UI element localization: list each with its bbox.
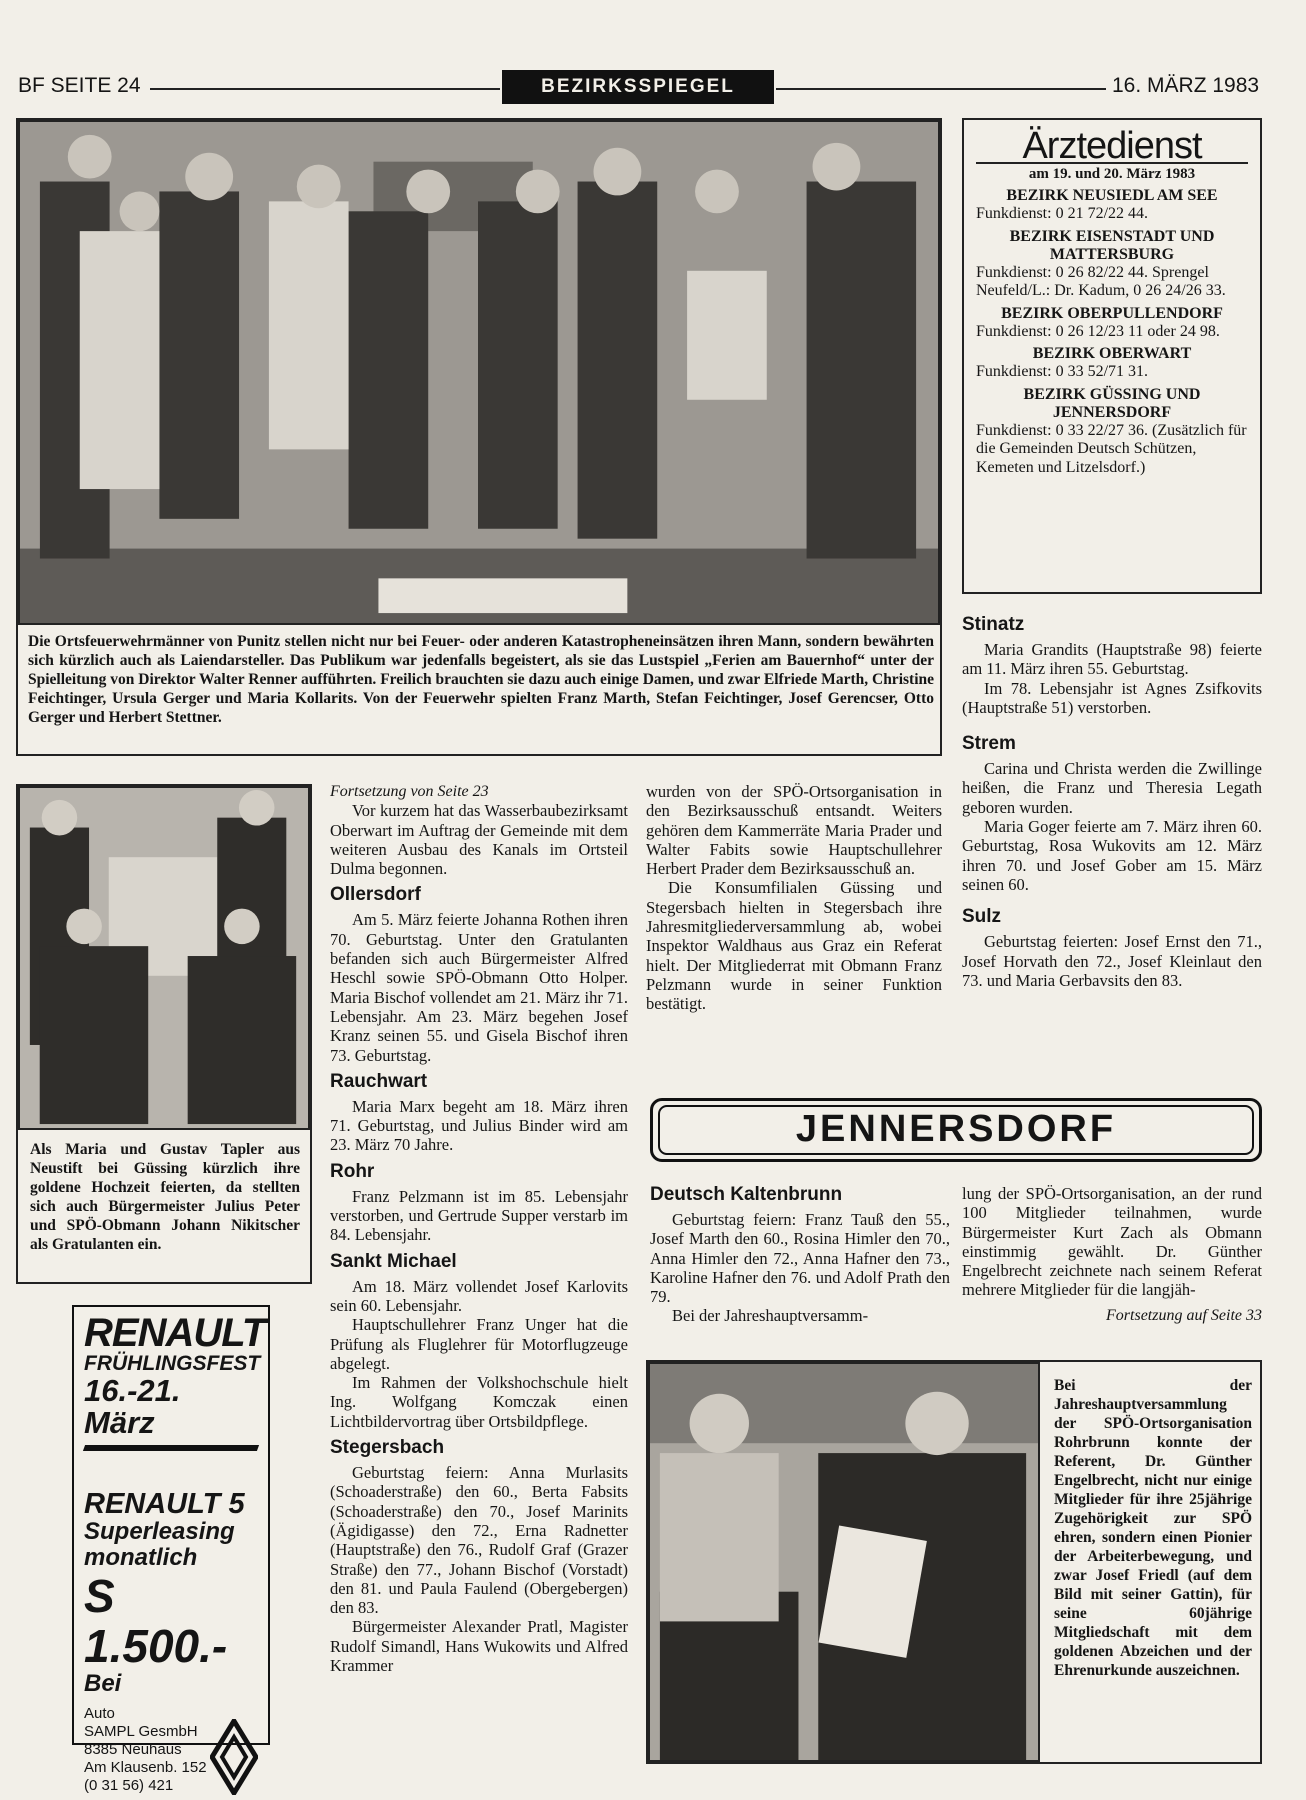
renault-advertisement [72, 1305, 270, 1794]
district-heading: BEZIRK EISENSTADT UND MATTERSBURG [1009, 227, 1215, 263]
news-paragraph: Franz Pelzmann ist im 85. Lebensjahr verstorben, und Gertrude Supper verstarb im 84. Lebensjahr. [330, 1186, 628, 1245]
ad-underline [83, 1445, 259, 1451]
news-paragraph: Geburtstag feiern: Franz Tauß den 55., Josef Marth den 60., Rosina Himler den 70., Anna Himler den 72., Anna Hafner den 73., Karoline Hafner den 76. und Adolf Prath den 79. [650, 1210, 950, 1307]
news-paragraph: Maria Grandits (Hauptstraße 98) feierte am 11. März ihren 55. Geburtstag. [962, 640, 1262, 679]
dealer-street: Am Klausenb. 152 [84, 1759, 207, 1776]
district-heading: BEZIRK OBERPULLENDORF [1001, 304, 1223, 322]
news-paragraph: Geburtstag feierten: Josef Ernst den 71., Josef Horvath den 72., Josef Kleinlaut den 73. und Maria Gerbavsits den 83. [962, 932, 1262, 990]
district-info: Funkdienst: 0 26 12/23 11 oder 24 98. [976, 322, 1220, 340]
header-rule-right [776, 88, 1106, 90]
header-rule-left [150, 88, 500, 90]
ad-monthly: monatlich [84, 1544, 198, 1571]
ad-model: RENAULT 5 [84, 1488, 245, 1520]
news-paragraph: Bürgermeister Alexander Pratl, Magister Rudolf Simandl, Hans Wukowits und Alfred Krammer [330, 1617, 628, 1675]
news-paragraph: wurden von der SPÖ-Ortsorganisation in den Bezirksausschuß entsandt. Weiters gehören dem Kammerräte Maria Prader und Walter Fabits sowie Hauptschullehrer Herbert Prader dem Bezirksausschuß an. [646, 782, 942, 879]
news-paragraph: Im 78. Lebensjahr ist Agnes Zsifkovits (Hauptstraße 51) verstorben. [962, 678, 1262, 717]
town-heading: Strem [962, 733, 1016, 755]
news-paragraph: Carina und Christa werden die Zwillinge heißen, die Franz und Theresia Legath geboren wurden. [962, 759, 1262, 817]
town-heading: Deutsch Kaltenbrunn [650, 1184, 843, 1205]
dealer-name: SAMPL GesmbH [84, 1723, 198, 1740]
dealer-line: Auto [84, 1705, 115, 1722]
news-paragraph: Am 18. März vollendet Josef Karlovits sein 60. Lebensjahr. [330, 1276, 628, 1315]
honor-ceremony-caption: Bei der Jahreshauptversammlung der SPÖ-Ortsorganisation Rohrbrunn konnte der Referent, Dr. Günther Engelbrecht, nicht nur einige Mitglieder für ihre 25jährige Zugehörigkeit zur SPÖ ehren, sondern einen Pionier der Arbeiterbewegung, und zwar Josef Friedl (auf dem Bild mit seiner Gattin), für seine 60jährige Mitgliedschaft mit dem goldenen Abzeichen und der Ehrenurkunde auszeichnen. [1054, 1377, 1252, 1679]
district-heading: BEZIRK NEUSIEDL AM SEE [1006, 187, 1218, 204]
aerztedienst-title: Ärztedienst [1022, 125, 1202, 167]
section-title: BEZIRKSSPIEGEL [502, 70, 774, 104]
town-heading: Rauchwart [330, 1070, 428, 1092]
ad-bei: Bei [84, 1670, 122, 1697]
town-heading: Stegersbach [330, 1437, 445, 1459]
firefighters-group-photo [18, 120, 940, 625]
renault-logo-icon [210, 1719, 258, 1795]
jennersdorf-column-left [650, 1178, 950, 1326]
continued-from: Fortsetzung von Seite 23 [330, 783, 489, 800]
district-info: Funkdienst: 0 33 22/27 36. (Zusätzlich für die Gemeinden Deutsch Schützen, Kemeten und Litzelsdorf.) [976, 421, 1247, 476]
town-heading: Stinatz [962, 614, 1025, 635]
golden-wedding-caption: Als Maria und Gustav Tapler aus Neustift bei Güssing kürzlich ihre goldene Hochzeit feierten, da stellten sich auch Bürgermeister Julius Peter und SPÖ-Obmann Johann Nikitscher als Gratulanten ein. [30, 1141, 300, 1253]
town-heading: Sulz [962, 906, 1002, 928]
district-info: Funkdienst: 0 21 72/22 44. [976, 205, 1149, 222]
district-info: Funkdienst: 0 26 82/22 44. Sprengel Neufeld/L.: Dr. Kadum, 0 26 24/26 33. [976, 263, 1226, 299]
district-heading: BEZIRK OBERWART [1032, 345, 1192, 362]
dealer-city: 8385 Neuhaus [84, 1741, 182, 1758]
town-heading: Sankt Michael [330, 1250, 457, 1272]
town-heading: Rohr [330, 1160, 375, 1182]
news-paragraph: Maria Goger feierte am 7. März ihren 60. Geburtstag, Rosa Wukovits am 12. März ihren 70. und Josef Gober am 15. März seinen 60. [962, 817, 1262, 894]
news-paragraph: Hauptschullehrer Franz Unger hat die Prüfung als Fluglehrer für Motorflugzeuge abgelegt. [330, 1315, 628, 1373]
district-heading: BEZIRK GÜSSING UND JENNERSDORF [1023, 385, 1201, 421]
jennersdorf-banner [650, 1098, 1262, 1162]
middle-column-news [330, 782, 628, 1675]
second-middle-column [646, 782, 942, 1014]
news-paragraph: Vor kurzem hat das Wasserbaubezirksamt Oberwart im Auftrag der Gemeinde mit dem weiteren Ausbau des Kanals im Ortsteil Dulma begonnen. [330, 801, 628, 879]
news-paragraph: Geburtstag feiern: Anna Murlasits (Schoaderstraße) den 60., Berta Fabsits (Schoaderstraße) den 70., Josef Marinits (Ägidigasse) den 72., Erna Radnetter (Hauptstraße) den 76., Rudolf Graf (Grazer Straße) den 77., Johann Bischof (Vorstadt) den 81. und Paula Faulend (Obergebergen) den 83. [330, 1463, 628, 1618]
news-paragraph: Maria Marx begeht am 18. März ihren 71. Geburtstag, und Julius Binder wird am 23. März 70 Jahre. [330, 1096, 628, 1155]
top-photo-caption: Die Ortsfeuerwehrmänner von Punitz stellen nicht nur bei Feuer- oder anderen Katastropheneinsätzen ihren Mann, sondern bewährten sich kürzlich auch als Laiendarsteller. Das Publikum war jedenfalls begeistert, als sie das Lustspiel „Ferien am Bauernhof“ unter der Spielleitung von Direktor Walter Renner aufführten. Freilich brauchten sie dazu auch einige Damen, und zwar Elfriede Marth, Christine Feichtinger, Ursula Gerger und Maria Kollarits. Von der Feuerwehr spielten Franz Marth, Stefan Feichtinger, Josef Gerencser, Otto Gerger und Herbert Stettner. [28, 633, 934, 726]
news-paragraph: lung der SPÖ-Ortsorganisation, an der rund 100 Mitglieder teilnahmen, wurde Bürgermeister Kurt Zach als Obmann einstimmig gewählt. Dr. Günther Engelbrecht zeichnete nach seinem Referat mehrere Mitglieder für die langjäh- [962, 1184, 1262, 1300]
continued-on: Fortsetzung auf Seite 33 [1106, 1306, 1262, 1324]
news-paragraph: Die Konsumfilialen Güssing und Stegersbach hielten in Stegersbach ihre Jahresmitgliederversammlung ab, wobei Inspektor Waldhaus aus Graz ein Referat hielt. Der Mitgliederrat mit Obmann Franz Pelzmann wurde in seiner Funktion bestätigt. [646, 878, 942, 1014]
ad-price: S 1.500.- [84, 1570, 228, 1672]
right-column-news [962, 608, 1262, 990]
page-number: BF SEITE 24 [18, 74, 141, 97]
jennersdorf-title: JENNERSDORF [795, 1108, 1117, 1150]
news-paragraph: Bei der Jahreshauptversamm- [672, 1306, 869, 1326]
ad-leasing: Superleasing [84, 1518, 235, 1545]
news-paragraph: Im Rahmen der Volkshochschule hielt Ing. Wolfgang Komczak einen Lichtbildervortrag über Ortsbildpflege. [330, 1373, 628, 1431]
town-heading: Ollersdorf [330, 884, 421, 906]
ad-dates: 16.-21. März [84, 1373, 181, 1440]
ad-event: FRÜHLINGSFEST [84, 1352, 261, 1375]
honor-ceremony-photo [648, 1362, 1040, 1762]
aerztedienst-dates: am 19. und 20. März 1983 [976, 162, 1248, 183]
jennersdorf-column-right [962, 1184, 1262, 1325]
district-info: Funkdienst: 0 33 52/71 31. [976, 363, 1149, 380]
dealer-phone: (0 31 56) 421 [84, 1777, 174, 1794]
issue-date: 16. MÄRZ 1983 [1112, 74, 1260, 97]
aerztedienst-box [962, 118, 1262, 594]
golden-wedding-photo [18, 786, 310, 1130]
ad-brand: RENAULT [84, 1311, 266, 1355]
news-paragraph: Am 5. März feierte Johanna Rothen ihren 70. Geburtstag. Unter den Gratulanten befanden sich auch Bürgermeister Alfred Heschl sowie SPÖ-Obmann Otto Holper. Maria Bischof vollendet am 21. März ihr 71. Lebensjahr. Am 23. März begehen Josef Kranz seinen 55. und Gisela Bischof ihren 73. Geburtstag. [330, 910, 628, 1065]
